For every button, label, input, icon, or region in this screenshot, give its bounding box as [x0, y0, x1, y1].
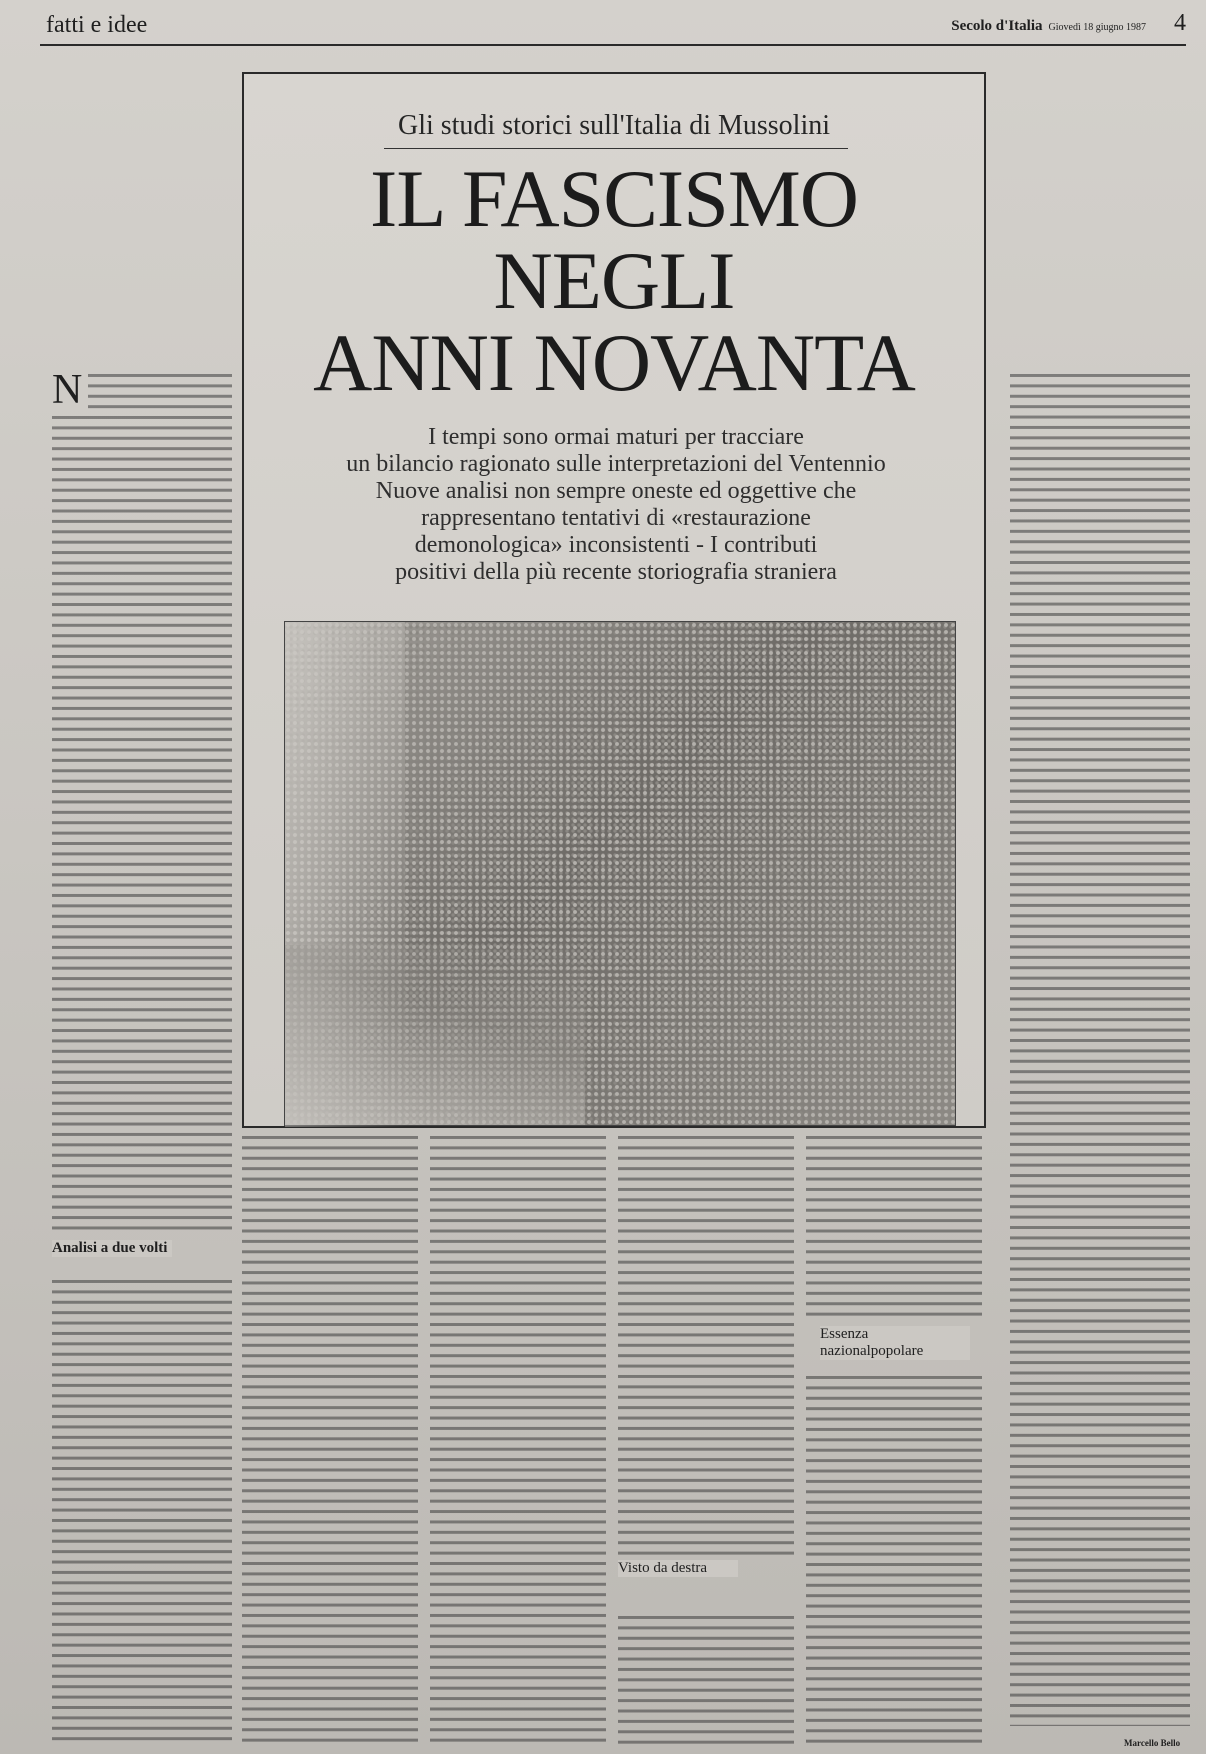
- masthead: [46, 8, 1186, 42]
- drop-cap: N: [52, 367, 83, 413]
- body-column-3: [430, 1136, 606, 1746]
- body-column-right: [1010, 374, 1190, 1726]
- deck-line: rappresentano tentativi di «restaurazione: [421, 505, 811, 531]
- headline-line: NEGLI: [493, 235, 735, 326]
- body-column-4: [618, 1136, 794, 1556]
- deck-line: un bilancio ragionato sulle interpretazioni del Ventennio: [346, 451, 886, 477]
- deck-line: demonologica» inconsistenti - I contributi: [414, 532, 818, 558]
- headline-line: ANNI NOVANTA: [313, 317, 915, 408]
- deck-line: Nuove analisi non sempre oneste ed oggettive che: [375, 478, 857, 504]
- headline: [244, 153, 984, 408]
- body-column-left: [52, 416, 232, 1236]
- section-label: fatti e idee: [46, 12, 148, 38]
- author-signature: Marcello Bello: [1124, 1738, 1181, 1748]
- subhead-essenza: Essenza nazionalpopolare: [820, 1326, 970, 1360]
- subhead-visto-da-destra: Visto da destra: [618, 1560, 738, 1577]
- headline-line: IL FASCISMO: [370, 153, 858, 244]
- body-column-2: [242, 1136, 418, 1746]
- deck-line: positivi della più recente storiografia straniera: [395, 559, 837, 585]
- body-column-4-b: [618, 1616, 794, 1746]
- subhead-analisi: Analisi a due volti: [52, 1240, 172, 1257]
- body-column-left: [88, 374, 232, 414]
- paper-name: Secolo d'Italia: [951, 18, 1043, 34]
- kicker: Gli studi storici sull'Italia di Mussolini: [397, 110, 831, 141]
- deck-line: I tempi sono ormai maturi per tracciare: [428, 424, 804, 450]
- body-column-5-b: [806, 1376, 982, 1746]
- body-column-left-2: [52, 1280, 232, 1745]
- photo-shading: [285, 945, 585, 1125]
- body-column-5: [806, 1136, 982, 1316]
- deck: [274, 424, 958, 586]
- feature-box: [242, 72, 986, 1128]
- masthead-rule: [40, 44, 1186, 46]
- page-number: 4: [1174, 10, 1186, 36]
- kicker-rule: [384, 148, 848, 149]
- publication-date: Giovedì 18 giugno 1987: [1048, 22, 1146, 33]
- paper-info: [951, 18, 1146, 35]
- crowd-photo: [284, 621, 956, 1126]
